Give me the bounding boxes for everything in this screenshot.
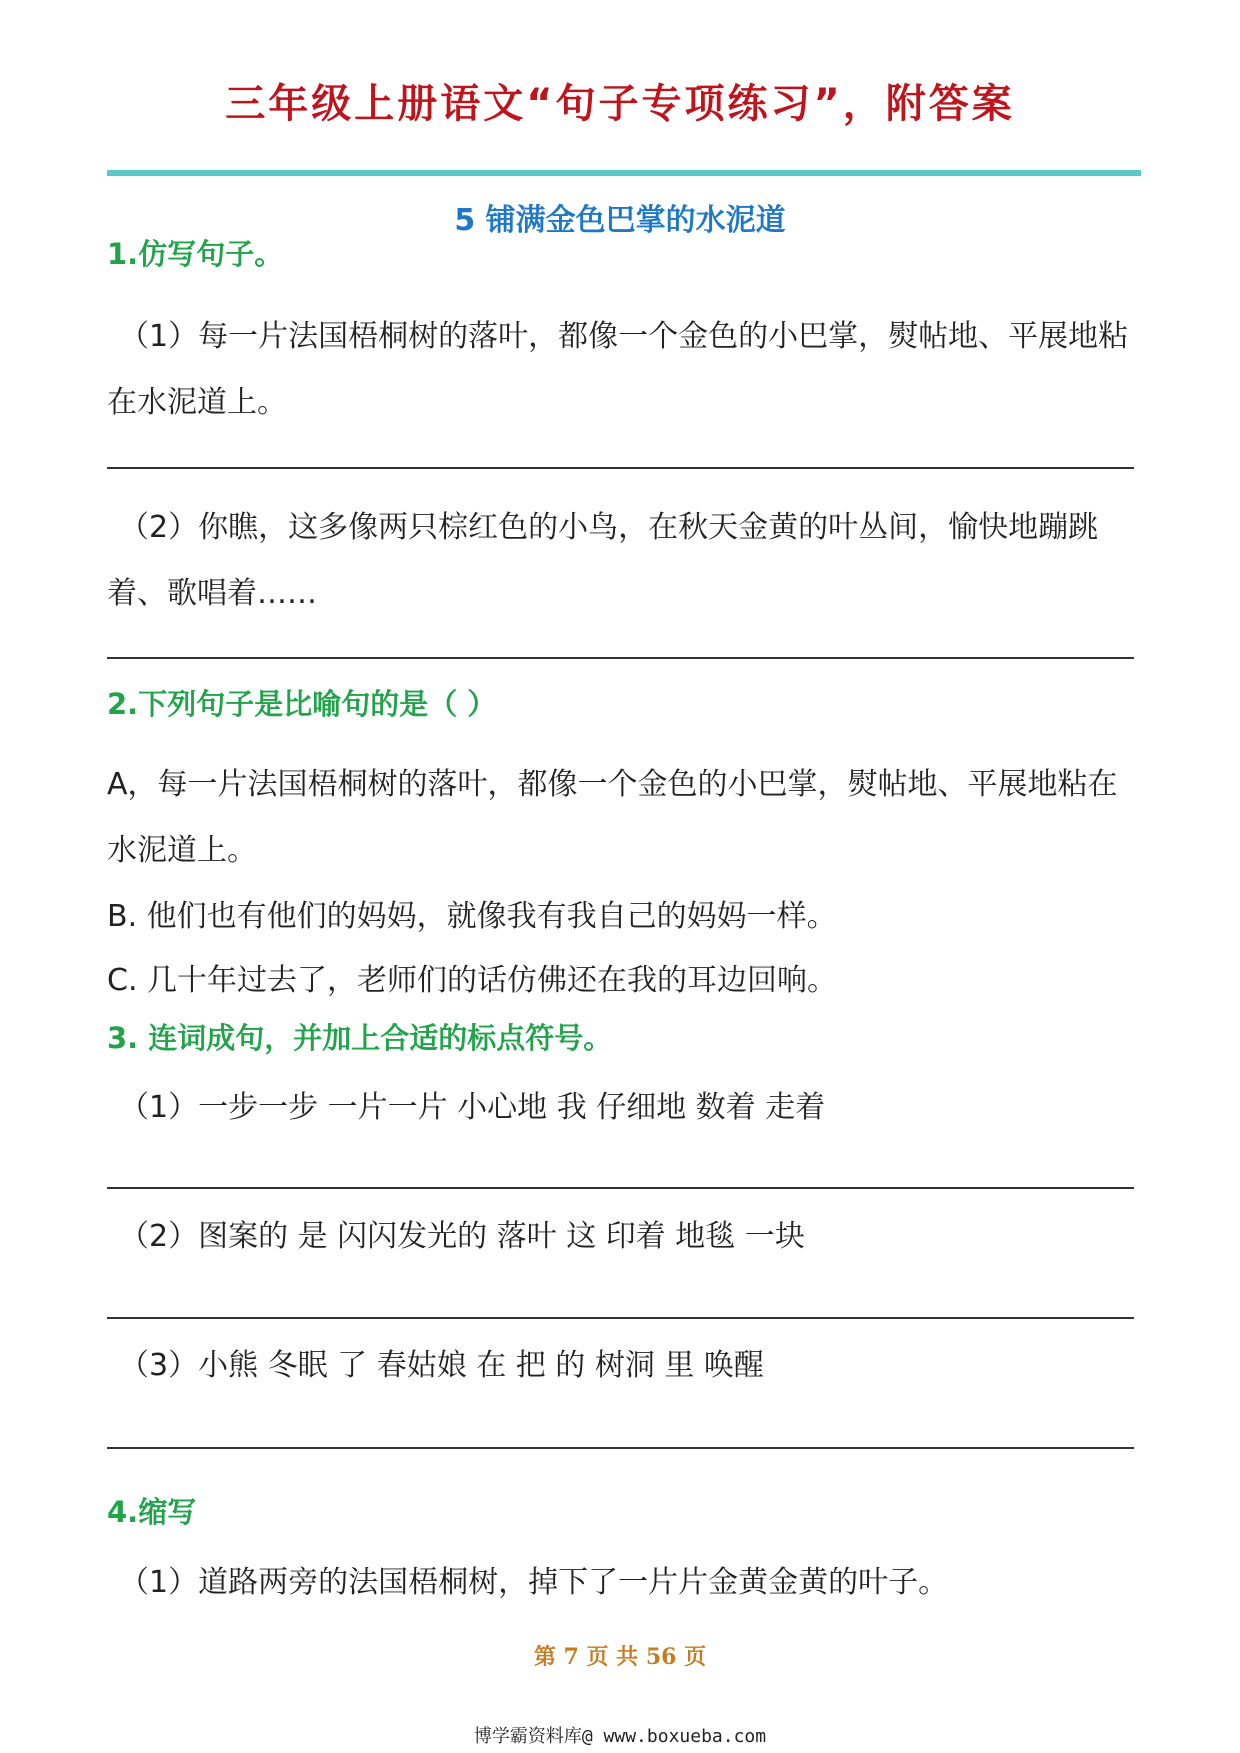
- title-divider: [107, 170, 1141, 176]
- lesson-title: 5 铺满金色巴掌的水泥道: [454, 203, 786, 238]
- source-watermark: 博学霸资料库@ www.boxueba.com: [473, 1726, 767, 1747]
- section-3-item-2: （2）图案的 是 闪闪发光的 落叶 这 印着 地毯 一块: [119, 1219, 805, 1254]
- answer-line[interactable]: [107, 1447, 1134, 1449]
- section-3-item-3: （3）小熊 冬眠 了 春姑娘 在 把 的 树洞 里 唤醒: [119, 1348, 764, 1383]
- section-4-item-1: （1）道路两旁的法国梧桐树，掉下了一片片金黄金黄的叶子。: [119, 1565, 949, 1600]
- option-a: A，每一片法国梧桐树的落叶，都像一个金色的小巴掌，熨帖地、平展地粘在水泥道上。: [107, 767, 1118, 868]
- option-b: B. 他们也有他们的妈妈，就像我有我自己的妈妈一样。: [107, 899, 837, 934]
- answer-line[interactable]: [107, 1187, 1134, 1189]
- option-c: C. 几十年过去了，老师们的话仿佛还在我的耳边回响。: [107, 963, 838, 998]
- section-3-item-1: （1）一步一步 一片一片 小心地 我 仔细地 数着 走着: [119, 1090, 826, 1125]
- document-title: 三年级上册语文“句子专项练习”，附答案: [225, 81, 1015, 127]
- section-1-item-1: （1）每一片法国梧桐树的落叶，都像一个金色的小巴掌，熨帖地、平展地粘在水泥道上。: [107, 319, 1129, 420]
- answer-line[interactable]: [107, 657, 1134, 659]
- section-3-heading: 3. 连词成句，并加上合适的标点符号。: [107, 1021, 613, 1055]
- section-1-heading: 1.仿写句子。: [107, 237, 284, 271]
- answer-line[interactable]: [107, 467, 1134, 469]
- section-2-heading: 2.下列句子是比喻句的是（ ）: [107, 687, 497, 721]
- section-1-item-2: （2）你瞧，这多像两只棕红色的小鸟，在秋天金黄的叶丛间，愉快地蹦跳着、歌唱着……: [107, 510, 1099, 611]
- section-4-heading: 4.缩写: [107, 1495, 197, 1529]
- answer-line[interactable]: [107, 1317, 1134, 1319]
- page-number: 第 7 页 共 56 页: [533, 1644, 707, 1670]
